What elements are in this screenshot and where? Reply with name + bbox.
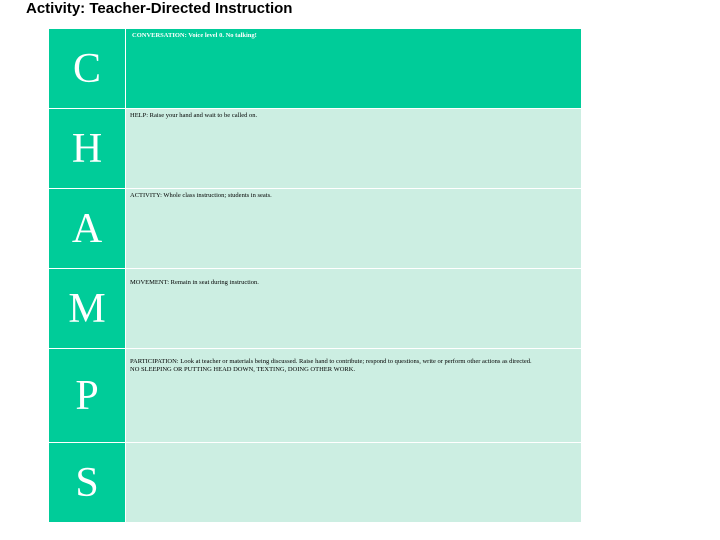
page-title: Activity: Teacher-Directed Instruction: [26, 0, 293, 17]
champs-letter-p: P: [49, 349, 126, 443]
champs-description-movement: [126, 269, 582, 349]
description-line: MOVEMENT: Remain in seat during instruction.: [130, 279, 259, 286]
champs-letter-a: A: [49, 189, 126, 269]
champs-letter-c: C: [49, 29, 126, 109]
champs-row-c: [49, 29, 582, 109]
description-line: HELP: Raise your hand and wait to be called on.: [130, 112, 258, 119]
champs-letter-m: M: [49, 269, 126, 349]
description-line: NO SLEEPING OR PUTTING HEAD DOWN, TEXTING, DOING OTHER WORK.: [130, 366, 356, 373]
champs-letter-h: H: [49, 109, 126, 189]
champs-row-m: [49, 269, 582, 349]
champs-letter-s: S: [49, 443, 126, 523]
champs-row-h: [49, 109, 582, 189]
description-line: PARTICIPATION: Look at teacher or materials being discussed. Raise hand to contribute; respond to questions, write or perform other actions as directed.: [130, 358, 532, 365]
champs-description-success: [126, 443, 582, 523]
champs-table: [48, 28, 582, 523]
champs-row-s: [49, 443, 582, 523]
champs-description-participation: [126, 349, 582, 443]
champs-row-p: [49, 349, 582, 443]
champs-description-conversation: [126, 29, 582, 109]
champs-description-help: [126, 109, 582, 189]
description-line: CONVERSATION: Voice level 0. No talking!: [132, 32, 257, 39]
champs-row-a: [49, 189, 582, 269]
champs-description-activity: [126, 189, 582, 269]
description-line: ACTIVITY: Whole class instruction; students in seats.: [130, 192, 272, 199]
